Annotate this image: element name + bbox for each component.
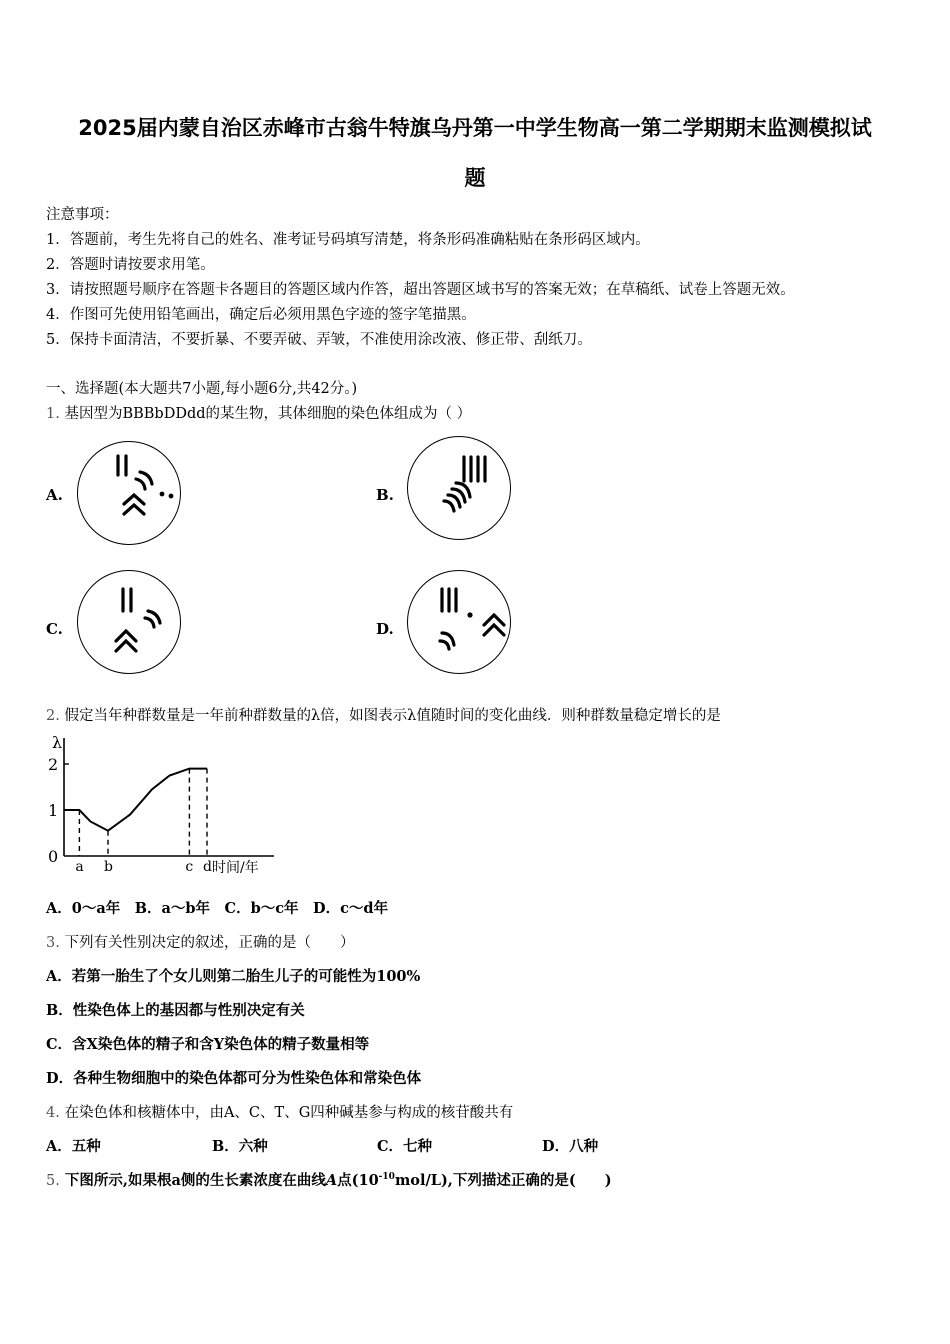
question-2 — [46, 704, 721, 725]
question-4-option-c: C．七种 — [377, 1138, 433, 1155]
question-text: 下图所示,如果根a侧的生长素浓度在曲线 — [64, 1172, 326, 1189]
question-3-option-c: C．含X染色体的精子和含Y染色体的精子数量相等 — [46, 1036, 370, 1053]
question-number: 2. — [46, 708, 60, 724]
question-text-end: mol/L),下列描述正确的是( ) — [394, 1172, 612, 1189]
question-2-options: A．0～a年 B．a～b年 C．b～c年 D．c～d年 — [46, 900, 389, 917]
section-heading: 一、选择题(本大题共7小题,每小题6分,共42分。) — [46, 381, 358, 397]
option-b-label: B. — [376, 486, 394, 504]
option-d-label: D. — [376, 620, 394, 638]
question-4-option-d: D．八种 — [542, 1138, 599, 1155]
option-c-label: C. — [46, 620, 63, 638]
page-title: 2025届内蒙自治区赤峰市古翁牛特旗乌丹第一中学生物高一第二学期期末监测模拟试 — [78, 116, 872, 140]
chromosome-drawing-b — [408, 437, 512, 541]
question-3-option-d: D．各种生物细胞中的染色体都可分为性染色体和常染色体 — [46, 1070, 422, 1087]
notice-item: 3．请按照题号顺序在答题卡各题目的答题区域内作答，超出答题区域书写的答案无效；在草稿纸、试卷上答题无效。 — [46, 282, 795, 298]
question-3 — [46, 931, 354, 952]
point-label: A — [325, 1172, 338, 1189]
chromosome-drawing-c — [78, 571, 182, 675]
y-tick-label: 2 — [48, 755, 59, 774]
x-tick-label: d — [203, 859, 212, 875]
x-axis-label: 时间/年 — [212, 860, 259, 876]
cell-diagram-c — [77, 570, 181, 674]
chromosome-drawing-d — [408, 571, 512, 675]
notice-item: 1．答题前，考生先将自己的姓名、准考证号码填写清楚，将条形码准确粘贴在条形码区域内。 — [46, 232, 650, 248]
notice-item: 4．作图可先使用铅笔画出，确定后必须用黑色字迹的签字笔描黑。 — [46, 307, 476, 323]
question-number: 4. — [46, 1105, 60, 1121]
question-number: 5. — [46, 1173, 60, 1189]
option-a-label: A. — [46, 486, 63, 504]
lambda-curve — [64, 769, 207, 831]
question-5 — [46, 1169, 612, 1190]
x-tick-label: b — [104, 859, 113, 875]
question-text: 下列有关性别决定的叙述，正确的是（ ） — [64, 935, 355, 951]
notice-item: 5．保持卡面清洁，不要折暴、不要弄破、弄皱，不准使用涂改液、修正带、刮纸刀。 — [46, 332, 592, 348]
question-text-mid: 点(10 — [337, 1172, 379, 1189]
question-number: 3. — [46, 935, 60, 951]
question-4-option-a: A．五种 — [46, 1138, 101, 1155]
chromosome-drawing-a — [78, 442, 182, 546]
question-4 — [46, 1101, 513, 1122]
x-tick-label: c — [185, 859, 194, 875]
question-text: 假定当年种群数量是一年前种群数量的λ倍，如图表示λ值随时间的变化曲线．则种群数量稳定增长的是 — [64, 708, 721, 724]
question-text: 基因型为BBBbDDdd的某生物，其体细胞的染色体组成为（ ） — [64, 406, 472, 422]
question-number: 1. — [46, 406, 60, 422]
cell-diagram-b — [407, 436, 511, 540]
page-title-continued: 题 — [464, 166, 486, 190]
question-1 — [46, 402, 471, 423]
exponent: -10 — [378, 1172, 395, 1183]
notice-item: 2．答题时请按要求用笔。 — [46, 257, 215, 273]
y-tick-label: 1 — [48, 801, 59, 820]
question-text: 在染色体和核糖体中，由A、C、T、G四种碱基参与构成的核苷酸共有 — [64, 1105, 514, 1121]
question-3-option-a: A．若第一胎生了个女儿则第二胎生儿子的可能性为100% — [46, 968, 421, 985]
y-tick-label: 0 — [48, 847, 59, 866]
cell-diagram-d — [407, 570, 511, 674]
question-3-option-b: B．性染色体上的基因都与性别决定有关 — [46, 1002, 305, 1019]
cell-diagram-a — [77, 441, 181, 545]
question-4-option-b: B．六种 — [212, 1138, 268, 1155]
y-axis-label: λ — [52, 733, 63, 752]
lambda-chart — [44, 728, 284, 878]
notice-heading: 注意事项： — [46, 207, 119, 223]
x-tick-label: a — [75, 859, 84, 875]
